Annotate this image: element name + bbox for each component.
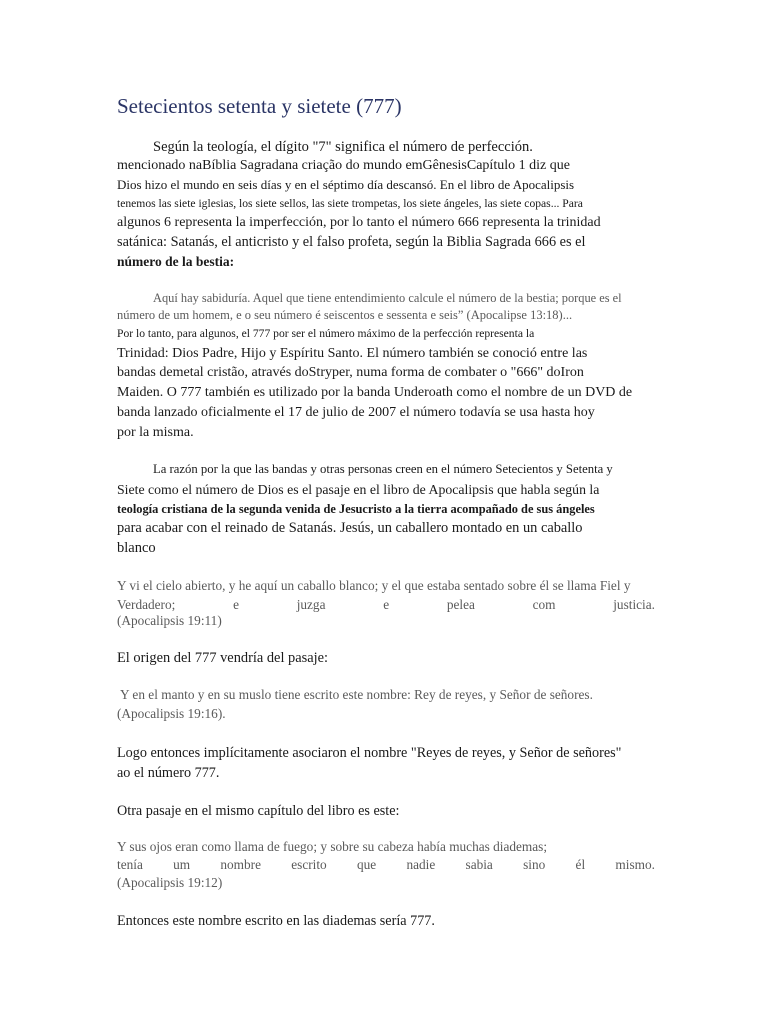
quote-2-line-1: Y vi el cielo abierto, y he aquí un caballo blanco; y el que estaba sentado sobre él se llama Fiel y (117, 578, 631, 593)
quote-1-line-2: número de um homem, e o seu número é seiscentos e sessenta e seis” (Apocalipse 13:18)... (117, 308, 573, 322)
document-title: Setecientos setenta y sietete (777) (117, 94, 402, 118)
paragraph-5-line-2: ao el número 777. (117, 765, 220, 781)
paragraph-6: Otra pasaje en el mismo capítulo del libro es este: (117, 803, 400, 819)
quote-4-line-2: tenía um nombre escrito que nadie sabia sino él mismo. (117, 857, 655, 872)
paragraph-3-line-1: La razón por la que las bandas y otras personas creen en el número Setecientos y Setenta y (153, 462, 613, 476)
paragraph-1-line-5: algunos 6 representa la imperfección, por lo tanto el número 666 representa la trinidad (117, 215, 601, 230)
paragraph-2-line-1: Por lo tanto, para algunos, el 777 por ser el número máximo de la perfección representa la (117, 327, 535, 340)
paragraph-2-line-3: bandas demetal cristão, através doStryper, numa forma de combater o "666" doIron (117, 365, 584, 380)
paragraph-3-line-2: Siete como el número de Dios es el pasaje en el libro de Apocalipsis que habla según la (117, 482, 600, 497)
quote-2-line-2: Verdadero; e juzga e pelea com justicia. (117, 597, 655, 612)
quote-1-line-1: Aquí hay sabiduría. Aquel que tiene entendimiento calcule el número de la bestia; porque es el (153, 291, 622, 305)
paragraph-4: El origen del 777 vendría del pasaje: (117, 650, 328, 666)
paragraph-2-line-2: Trinidad: Dios Padre, Hijo y Espíritu Santo. El número también se conoció entre las (117, 346, 588, 361)
paragraph-7: Entonces este nombre escrito en las diademas sería 777. (117, 913, 435, 929)
paragraph-2-line-5: banda lanzado oficialmente el 17 de julio de 2007 el número todavía se usa hasta hoy (117, 405, 595, 420)
quote-3-citation: (Apocalipsis 19:16). (117, 706, 226, 721)
quote-4-citation: (Apocalipsis 19:12) (117, 875, 223, 890)
paragraph-1-line-1: Según la teología, el dígito "7" significa el número de perfección. (153, 139, 533, 155)
paragraph-2-line-6: por la misma. (117, 425, 194, 440)
paragraph-3-line-3: teología cristiana de la segunda venida de Jesucristo a la tierra acompañado de sus ángeles (117, 502, 595, 516)
paragraph-1-line-3: Dios hizo el mundo en seis días y en el séptimo día descansó. En el libro de Apocalipsis (117, 177, 575, 192)
paragraph-5-line-1: Logo entonces implícitamente asociaron el nombre "Reyes de reyes, y Señor de señores" (117, 745, 622, 761)
paragraph-3-line-5: blanco (117, 540, 156, 556)
paragraph-2-line-4: Maiden. O 777 también es utilizado por la banda Underoath como el nombre de un DVD de (117, 385, 633, 400)
paragraph-1-line-7: número de la bestia: (117, 254, 235, 269)
paragraph-3-line-4: para acabar con el reinado de Satanás. Jesús, un caballero montado en un caballo (117, 520, 583, 536)
paragraph-1-line-2: mencionado naBíblia Sagradana criação do mundo emGênesisCapítulo 1 diz que (117, 158, 570, 173)
quote-3-line-1: Y en el manto y en su muslo tiene escrito este nombre: Rey de reyes, y Señor de señores. (120, 687, 593, 702)
paragraph-1-line-4: tenemos las siete iglesias, los siete sellos, las siete trompetas, los siete ángeles, las siete copas... Para (117, 197, 583, 210)
quote-2-citation: (Apocalipsis 19:11) (117, 613, 222, 628)
paragraph-1-line-6: satánica: Satanás, el anticristo y el falso profeta, según la Biblia Sagrada 666 es el (117, 234, 586, 250)
quote-4-line-1: Y sus ojos eran como llama de fuego; y sobre su cabeza había muchas diademas; (117, 839, 548, 854)
